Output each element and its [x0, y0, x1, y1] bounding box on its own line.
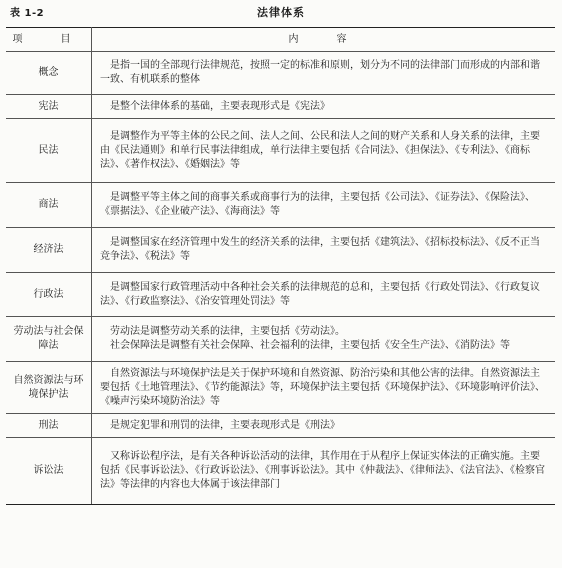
row-content-paragraph: 是指一国的全部现行法律规范，按照一定的标准和原则，划分为不同的法律部门而形成的内部和谐一致、有机联系的整体 [100, 60, 540, 85]
row-content-cell [92, 183, 556, 228]
row-item-cell [6, 317, 92, 362]
row-content-cell [92, 119, 556, 183]
table-row [6, 414, 555, 438]
row-content-paragraph: 是调整国家行政管理活动中各种社会关系的法律规范的总和，主要包括《行政处罚法》、《行政复议法》、《行政监察法》、《治安管理处罚法》等 [100, 281, 540, 307]
row-item-label: 刑法 [38, 419, 59, 431]
row-item-label: 概念 [38, 67, 59, 78]
row-content-paragraph: 是规定犯罪和刑罚的法律，主要表现形式是《刑法》 [110, 419, 340, 431]
row-content-paragraph: 是整个法律体系的基础，主要表现形式是《宪法》 [110, 100, 330, 112]
table-row [6, 95, 555, 119]
row-item-label: 民法 [38, 144, 59, 156]
row-content-paragraph: 是调整作为平等主体的公民之间、法人之间、公民和法人之间的财产关系和人身关系的法律，主要由《民法通则》和单行民事法律组成，单行法律主要包括《合同法》、《担保法》、《专利法》、《商标法》、《著作权法》、《婚姻法》等 [100, 130, 540, 170]
row-content-cell [92, 317, 556, 362]
row-content-cell [92, 362, 556, 414]
table-row [6, 362, 555, 414]
table-row [6, 317, 555, 362]
table-row [6, 52, 555, 95]
row-item-cell [6, 438, 92, 505]
row-content-paragraph: 是调整平等主体之间的商事关系或商事行为的法律，主要包括《公司法》、《证券法》、《保险法》、《票据法》、《企业破产法》、《海商法》等 [100, 192, 535, 217]
row-content-cell [92, 414, 556, 438]
row-item-cell [6, 183, 92, 228]
row-item-label: 自然资源法与环境保护法 [13, 374, 84, 400]
header-item: 项 目 [6, 28, 92, 52]
row-content-cell [92, 228, 556, 273]
row-item-cell [6, 273, 92, 317]
table-row [6, 119, 555, 183]
row-item-cell [6, 119, 92, 183]
row-content-paragraph: 又称诉讼程序法，是有关各种诉讼活动的法律，其作用在于从程序上保证实体法的正确实施。主要包括《民事诉讼法》、《行政诉讼法》、《刑事诉讼法》。其中《仲裁法》、《律师法》、《法官法》、《检察官法》等法律的内容也大体属于该法律部门 [100, 451, 545, 490]
row-item-cell [6, 95, 92, 119]
row-item-label: 劳动法与社会保障法 [13, 326, 84, 351]
row-item-label: 经济法 [33, 244, 64, 255]
row-content-cell [92, 52, 556, 95]
row-content-cell [92, 95, 556, 119]
row-content-cell [92, 438, 556, 505]
row-item-cell [6, 228, 92, 273]
table-row [6, 438, 555, 505]
row-item-label: 行政法 [33, 288, 64, 300]
row-content-paragraph: 自然资源法与环境保护法是关于保护环境和自然资源、防治污染和其他公害的法律。自然资源法主要包括《土地管理法》、《节约能源法》等，环境保护法主要包括《环境保护法》、《环境影响评价法》、《噪声污染环境防治法》等 [100, 367, 545, 407]
table-row [6, 183, 555, 228]
row-content-paragraph: 是调整国家在经济管理中发生的经济关系的法律，主要包括《建筑法》、《招标投标法》、《反不正当竞争法》、《税法》等 [100, 237, 540, 262]
row-content-paragraph: 劳动法是调整劳动关系的法律，主要包括《劳动法》。 [110, 326, 345, 337]
row-item-cell [6, 414, 92, 438]
row-item-cell [6, 52, 92, 95]
header-row [6, 28, 555, 52]
table-title: 法律体系 [257, 6, 305, 19]
row-item-cell [6, 362, 92, 414]
row-item-label: 宪法 [38, 100, 59, 112]
row-item-label: 商法 [38, 199, 59, 210]
row-item-label: 诉讼法 [33, 465, 64, 476]
table-row [6, 273, 555, 317]
table-row [6, 228, 555, 273]
row-content-cell [92, 273, 556, 317]
row-content-paragraph: 社会保障法是调整有关社会保障、社会福利的法律，主要包括《安全生产法》、《消防法》等 [110, 340, 510, 351]
law-system-table [6, 27, 555, 505]
table-number: 表 1-2 [10, 8, 45, 19]
header-content: 内 容 [92, 28, 556, 52]
